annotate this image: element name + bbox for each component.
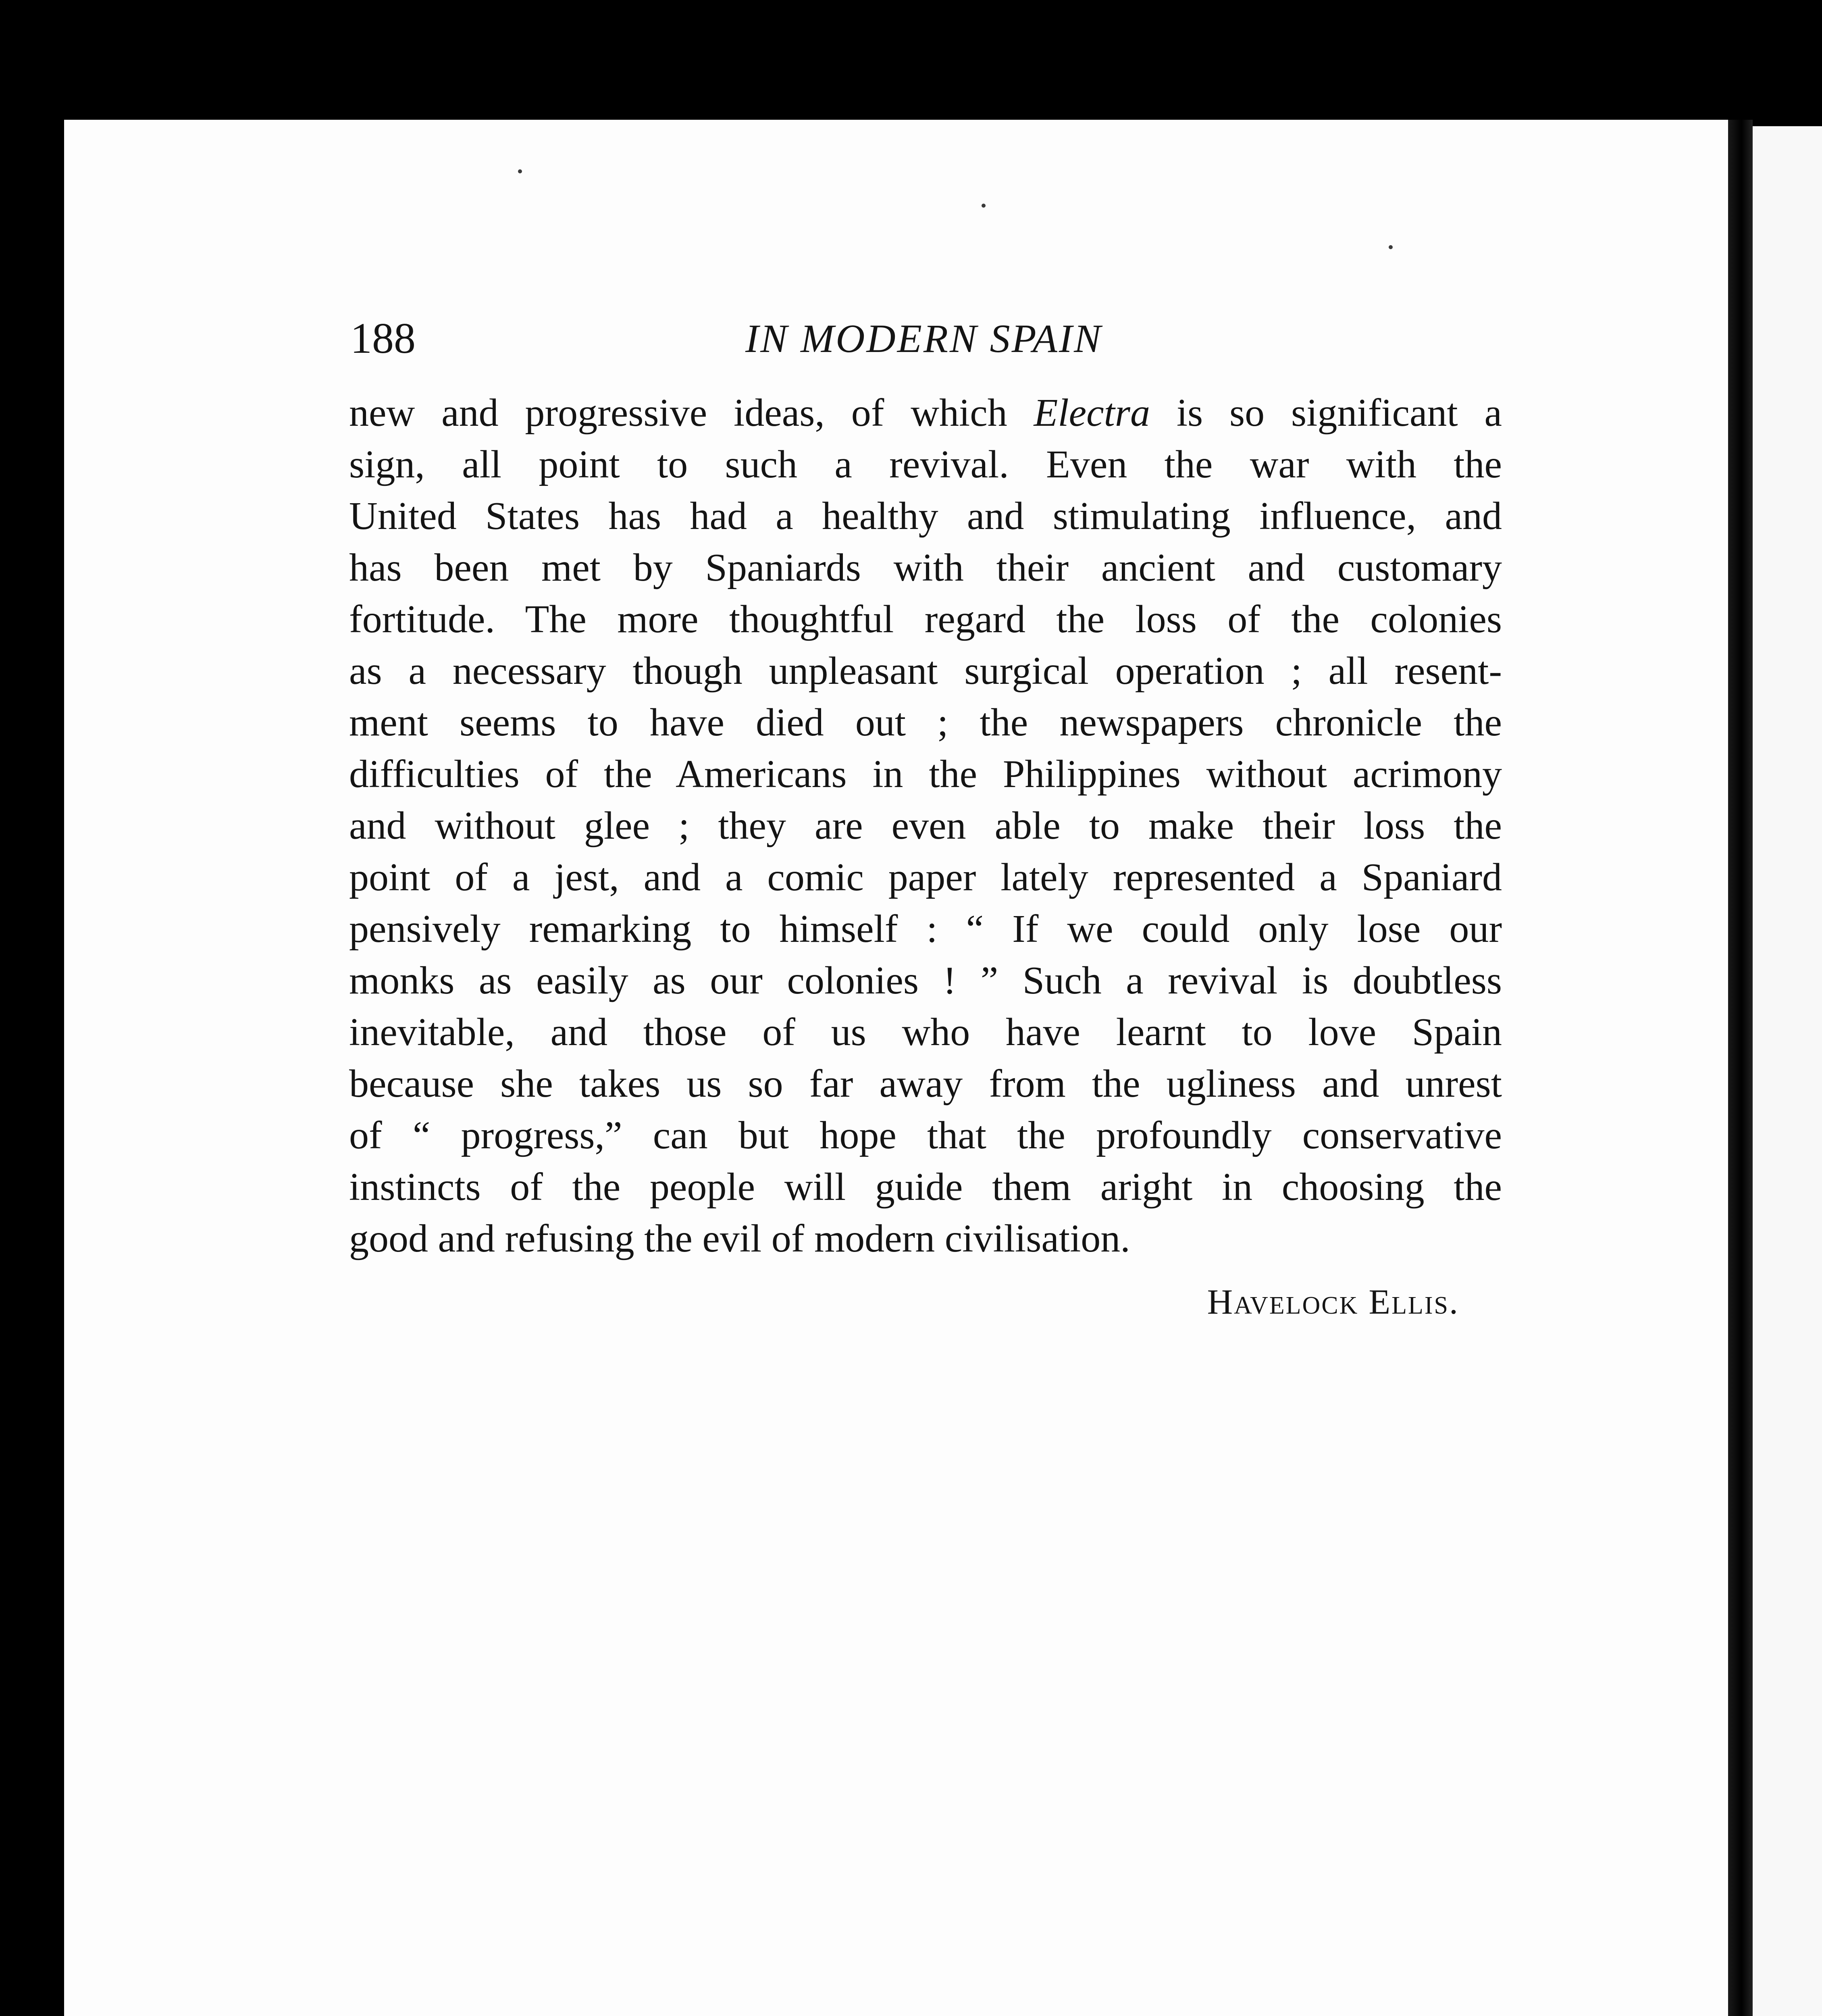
running-header	[350, 306, 1503, 363]
text-line: has been met by Spaniards with their ancient and customary	[349, 546, 1502, 589]
paper-speck	[982, 204, 986, 208]
text-line: monks as easily as our colonies ! ” Such a revival is doubtless	[349, 959, 1502, 1002]
page-gutter	[1728, 120, 1753, 2016]
body-text	[349, 387, 1502, 1264]
page-number: 188	[350, 314, 416, 362]
text-line: ment seems to have died out ; the newspapers chronicle the	[349, 701, 1502, 744]
running-title: IN MODERN SPAIN	[745, 316, 1102, 361]
text-line: good and refusing the evil of modern civilisation.	[349, 1217, 1130, 1260]
text-line: new and progressive ideas, of which Electra is so significant a	[349, 391, 1502, 435]
text-line: sign, all point to such a revival. Even the war with the	[349, 443, 1502, 486]
text-line: because she takes us so far away from the ugliness and unrest	[349, 1062, 1502, 1106]
text-line: point of a jest, and a comic paper lately represented a Spaniard	[349, 856, 1502, 899]
paper-speck	[1389, 245, 1393, 249]
text-line: as a necessary though unpleasant surgical operation ; all resent-	[349, 649, 1502, 693]
italic-title: Electra	[1034, 391, 1150, 435]
text-line: and without glee ; they are even able to make their loss the	[349, 804, 1502, 848]
text-line: instincts of the people will guide them aright in choosing the	[349, 1165, 1502, 1209]
text-line: United States has had a healthy and stimulating influence, and	[349, 494, 1502, 538]
text-line: of “ progress,” can but hope that the profoundly conservative	[349, 1114, 1502, 1157]
text-line: difficulties of the Americans in the Philippines without acrimony	[349, 752, 1502, 796]
adjacent-page-edge	[1753, 126, 1822, 2016]
text-line: inevitable, and those of us who have learnt to love Spain	[349, 1010, 1502, 1054]
text-line: fortitude. The more thoughtful regard the loss of the colonies	[349, 598, 1502, 641]
author-signature: Havelock Ellis.	[1207, 1283, 1459, 1322]
text-line: pensively remarking to himself : “ If we could only lose our	[349, 907, 1502, 951]
paper-speck	[518, 169, 522, 173]
